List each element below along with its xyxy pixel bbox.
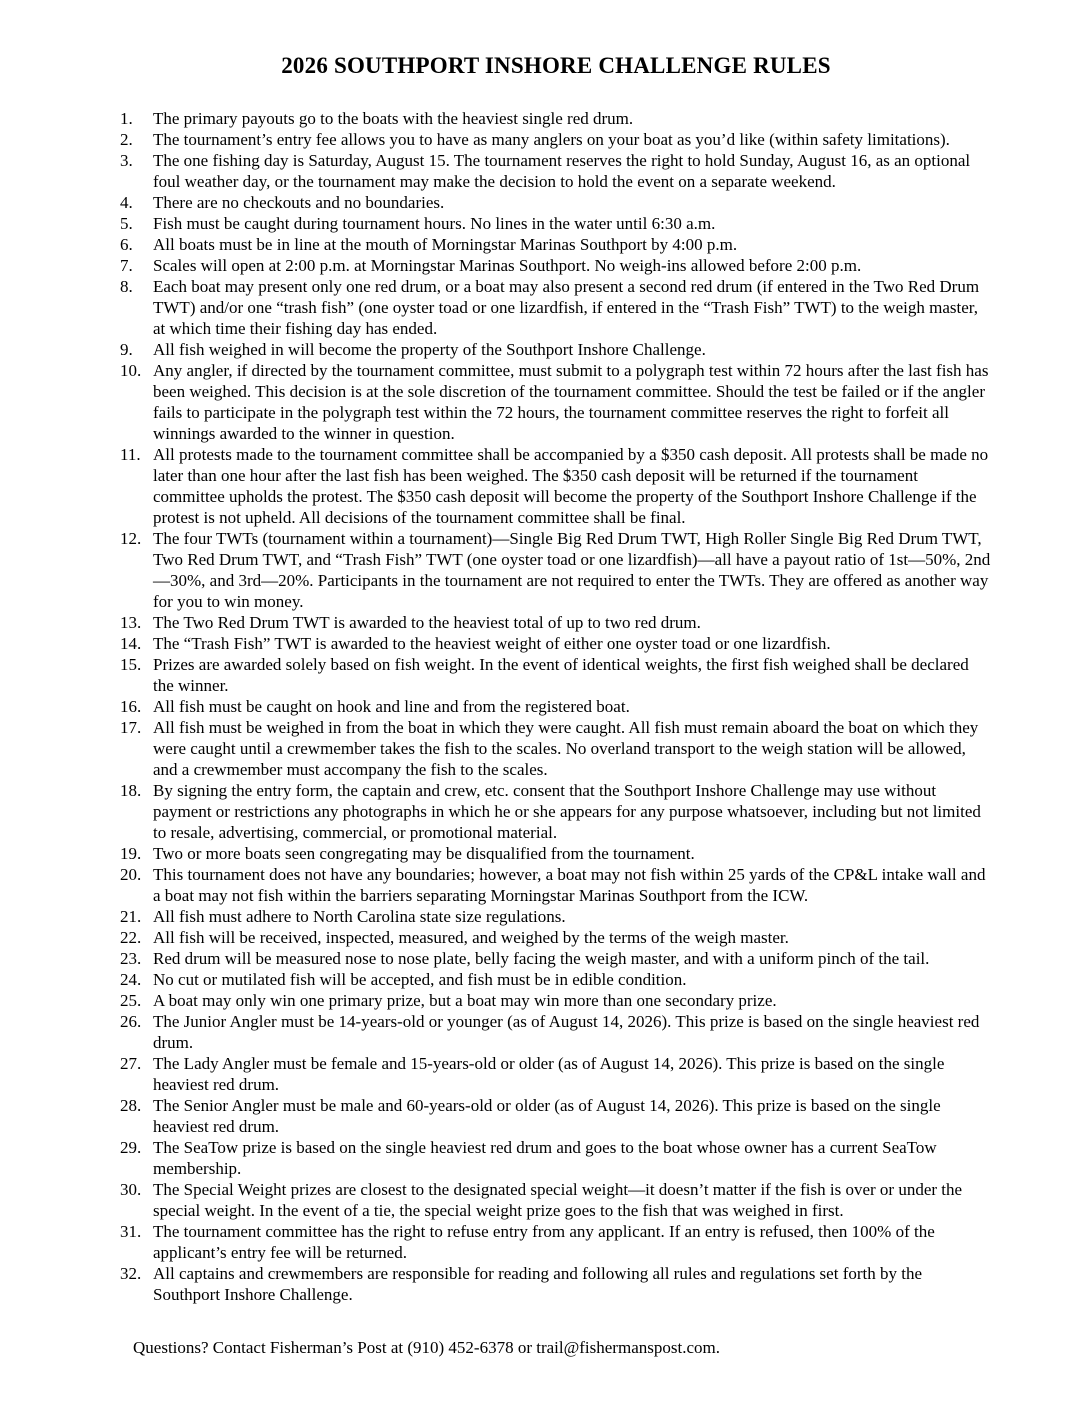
rule-number: 5. (120, 213, 133, 233)
rule-text: The tournament committee has the right to refuse entry from any applicant. If an entry is refused, then 100% of the applicant’s entry fee will be returned. (153, 1221, 935, 1262)
rule-number: 3. (120, 150, 133, 170)
rule-item-28 (120, 1095, 992, 1137)
rule-text: The tournament’s entry fee allows you to have as many anglers on your boat as you’d like (within safety limitations). (153, 129, 950, 149)
rule-number: 21. (120, 906, 142, 926)
rule-text: Red drum will be measured nose to nose plate, belly facing the weigh master, and with a uniform pinch of the tail. (153, 948, 930, 968)
document-title: 2026 SOUTHPORT INSHORE CHALLENGE RULES (281, 53, 831, 78)
rule-number: 31. (120, 1221, 142, 1241)
rule-number: 17. (120, 717, 142, 737)
rule-text: Fish must be caught during tournament hours. No lines in the water until 6:30 a.m. (153, 213, 716, 233)
rules-list (120, 108, 992, 1305)
rule-text: The SeaTow prize is based on the single heaviest red drum and goes to the boat whose owner has a current SeaTow membership. (153, 1137, 937, 1178)
rule-item-6 (120, 234, 992, 255)
rule-number: 14. (120, 633, 142, 653)
rule-item-29 (120, 1137, 992, 1179)
rule-text: Scales will open at 2:00 p.m. at Morningstar Marinas Southport. No weigh-ins allowed before 2:00 p.m. (153, 255, 862, 275)
rule-text: Any angler, if directed by the tournament committee, must submit to a polygraph test within 72 hours after the last fish has been weighed. This decision is at the sole discretion of the tournament committee. Should the test be failed or if the angler fails to participate in the polygraph test within the 72 hours, the tournament committee reserves the right to forfeit all winnings awarded to the winner in question. (153, 360, 989, 443)
rule-text: The Senior Angler must be male and 60-years-old or older (as of August 14, 2026). This prize is based on the single heaviest red drum. (153, 1095, 941, 1136)
rule-item-25 (120, 990, 992, 1011)
rule-number: 2. (120, 129, 133, 149)
rule-item-32 (120, 1263, 992, 1305)
rule-text: All boats must be in line at the mouth of Morningstar Marinas Southport by 4:00 p.m. (153, 234, 738, 254)
rule-item-21 (120, 906, 992, 927)
rule-item-7 (120, 255, 992, 276)
rule-text: The Two Red Drum TWT is awarded to the heaviest total of up to two red drum. (153, 612, 701, 632)
rule-text: The primary payouts go to the boats with the heaviest single red drum. (153, 108, 634, 128)
rule-item-26 (120, 1011, 992, 1053)
rule-text: The one fishing day is Saturday, August 15. The tournament reserves the right to hold Sunday, August 16, as an optional foul weather day, or the tournament may make the decision to hold the event on a separate weekend. (153, 150, 971, 191)
rule-item-10 (120, 360, 992, 444)
rule-number: 15. (120, 654, 142, 674)
rule-text: Prizes are awarded solely based on fish weight. In the event of identical weights, the first fish weighed shall be declared the winner. (153, 654, 969, 695)
rule-number: 19. (120, 843, 142, 863)
rule-text: All captains and crewmembers are responsible for reading and following all rules and regulations set forth by the Southport Inshore Challenge. (153, 1263, 923, 1304)
rule-number: 12. (120, 528, 142, 548)
rule-item-27 (120, 1053, 992, 1095)
rule-text: All fish must adhere to North Carolina state size regulations. (153, 906, 566, 926)
rule-number: 10. (120, 360, 142, 380)
rule-text: All fish will be received, inspected, measured, and weighed by the terms of the weigh master. (153, 927, 789, 947)
rule-number: 8. (120, 276, 133, 296)
rule-item-24 (120, 969, 992, 990)
rule-item-30 (120, 1179, 992, 1221)
rule-text: No cut or mutilated fish will be accepted, and fish must be in edible condition. (153, 969, 687, 989)
rule-number: 26. (120, 1011, 142, 1031)
rule-number: 7. (120, 255, 133, 275)
rule-text: The four TWTs (tournament within a tournament)—Single Big Red Drum TWT, High Roller Single Big Red Drum TWT, Two Red Drum TWT, and “Trash Fish” TWT (one oyster toad or one lizardfish)—all have a payout ratio of 1st—50%, 2nd—30%, and 3rd—20%. Participants in the tournament are not required to enter the TWTs. They are offered as another way for you to win money. (153, 528, 991, 611)
rule-item-14 (120, 633, 992, 654)
rule-number: 16. (120, 696, 142, 716)
contact-footer: Questions? Contact Fisherman’s Post at (910) 452-6378 or trail@fishermanspost.com. (133, 1337, 720, 1357)
rule-item-15 (120, 654, 992, 696)
rule-number: 23. (120, 948, 142, 968)
rule-number: 27. (120, 1053, 142, 1073)
rule-number: 32. (120, 1263, 142, 1283)
rule-number: 13. (120, 612, 142, 632)
rule-number: 18. (120, 780, 142, 800)
rule-number: 24. (120, 969, 142, 989)
rule-item-23 (120, 948, 992, 969)
rule-text: Two or more boats seen congregating may be disqualified from the tournament. (153, 843, 695, 863)
rule-item-16 (120, 696, 992, 717)
rule-number: 29. (120, 1137, 142, 1157)
rule-item-11 (120, 444, 992, 528)
rule-item-2 (120, 129, 992, 150)
rule-item-22 (120, 927, 992, 948)
rule-item-17 (120, 717, 992, 780)
rule-item-4 (120, 192, 992, 213)
rule-item-12 (120, 528, 992, 612)
rule-number: 11. (120, 444, 141, 464)
rule-item-5 (120, 213, 992, 234)
rule-text: The Junior Angler must be 14-years-old or younger (as of August 14, 2026). This prize is based on the single heaviest red drum. (153, 1011, 980, 1052)
rule-text: The “Trash Fish” TWT is awarded to the heaviest weight of either one oyster toad or one lizardfish. (153, 633, 831, 653)
rule-text: All fish must be caught on hook and line and from the registered boat. (153, 696, 630, 716)
rule-text: All protests made to the tournament committee shall be accompanied by a $350 cash deposit. All protests shall be made no later than one hour after the last fish has been weighed. The $350 cash deposit will be returned if the tournament committee upholds the protest. The $350 cash deposit will become the property of the Southport Inshore Challenge if the protest is not upheld. All decisions of the tournament committee shall be final. (153, 444, 989, 527)
rule-text: All fish must be weighed in from the boat in which they were caught. All fish must remain aboard the boat on which they were caught until a crewmember takes the fish to the scales. No overland transport to the weigh station will be allowed, and a crewmember must accompany the fish to the scales. (153, 717, 979, 779)
rule-item-18 (120, 780, 992, 843)
rule-text: This tournament does not have any boundaries; however, a boat may not fish within 25 yards of the CP&L intake wall and a boat may not fish within the barriers separating Morningstar Marinas Southport from the ICW. (153, 864, 986, 905)
rule-text: The Special Weight prizes are closest to the designated special weight—it doesn’t matter if the fish is over or under the special weight. In the event of a tie, the special weight prize goes to the fish that was weighed in first. (153, 1179, 963, 1220)
rule-text: A boat may only win one primary prize, but a boat may win more than one secondary prize. (153, 990, 777, 1010)
rule-item-8 (120, 276, 992, 339)
rule-text: All fish weighed in will become the property of the Southport Inshore Challenge. (153, 339, 706, 359)
rule-text: Each boat may present only one red drum, or a boat may also present a second red drum (if entered in the Two Red Drum TWT) and/or one “trash fish” (one oyster toad or one lizardfish, if entered in the “Trash Fish” TWT) to the weigh master, at which time their fishing day has ended. (153, 276, 980, 338)
rule-item-3 (120, 150, 992, 192)
rule-item-9 (120, 339, 992, 360)
rule-text: By signing the entry form, the captain and crew, etc. consent that the Southport Inshore Challenge may use without payment or restrictions any photographs in which he or she appears for any purpose whatsoever, including but not limited to resale, advertising, commercial, or promotional material. (153, 780, 981, 842)
rule-text: There are no checkouts and no boundaries. (153, 192, 445, 212)
rule-number: 25. (120, 990, 142, 1010)
rule-number: 30. (120, 1179, 142, 1199)
rule-item-13 (120, 612, 992, 633)
rule-number: 20. (120, 864, 142, 884)
rule-item-20 (120, 864, 992, 906)
rule-number: 4. (120, 192, 133, 212)
rule-number: 1. (120, 108, 133, 128)
rule-number: 28. (120, 1095, 142, 1115)
rule-item-19 (120, 843, 992, 864)
rule-item-31 (120, 1221, 992, 1263)
rule-text: The Lady Angler must be female and 15-years-old or older (as of August 14, 2026). This prize is based on the single heaviest red drum. (153, 1053, 945, 1094)
rule-number: 6. (120, 234, 133, 254)
rule-item-1 (120, 108, 992, 129)
rule-number: 9. (120, 339, 133, 359)
rule-number: 22. (120, 927, 142, 947)
